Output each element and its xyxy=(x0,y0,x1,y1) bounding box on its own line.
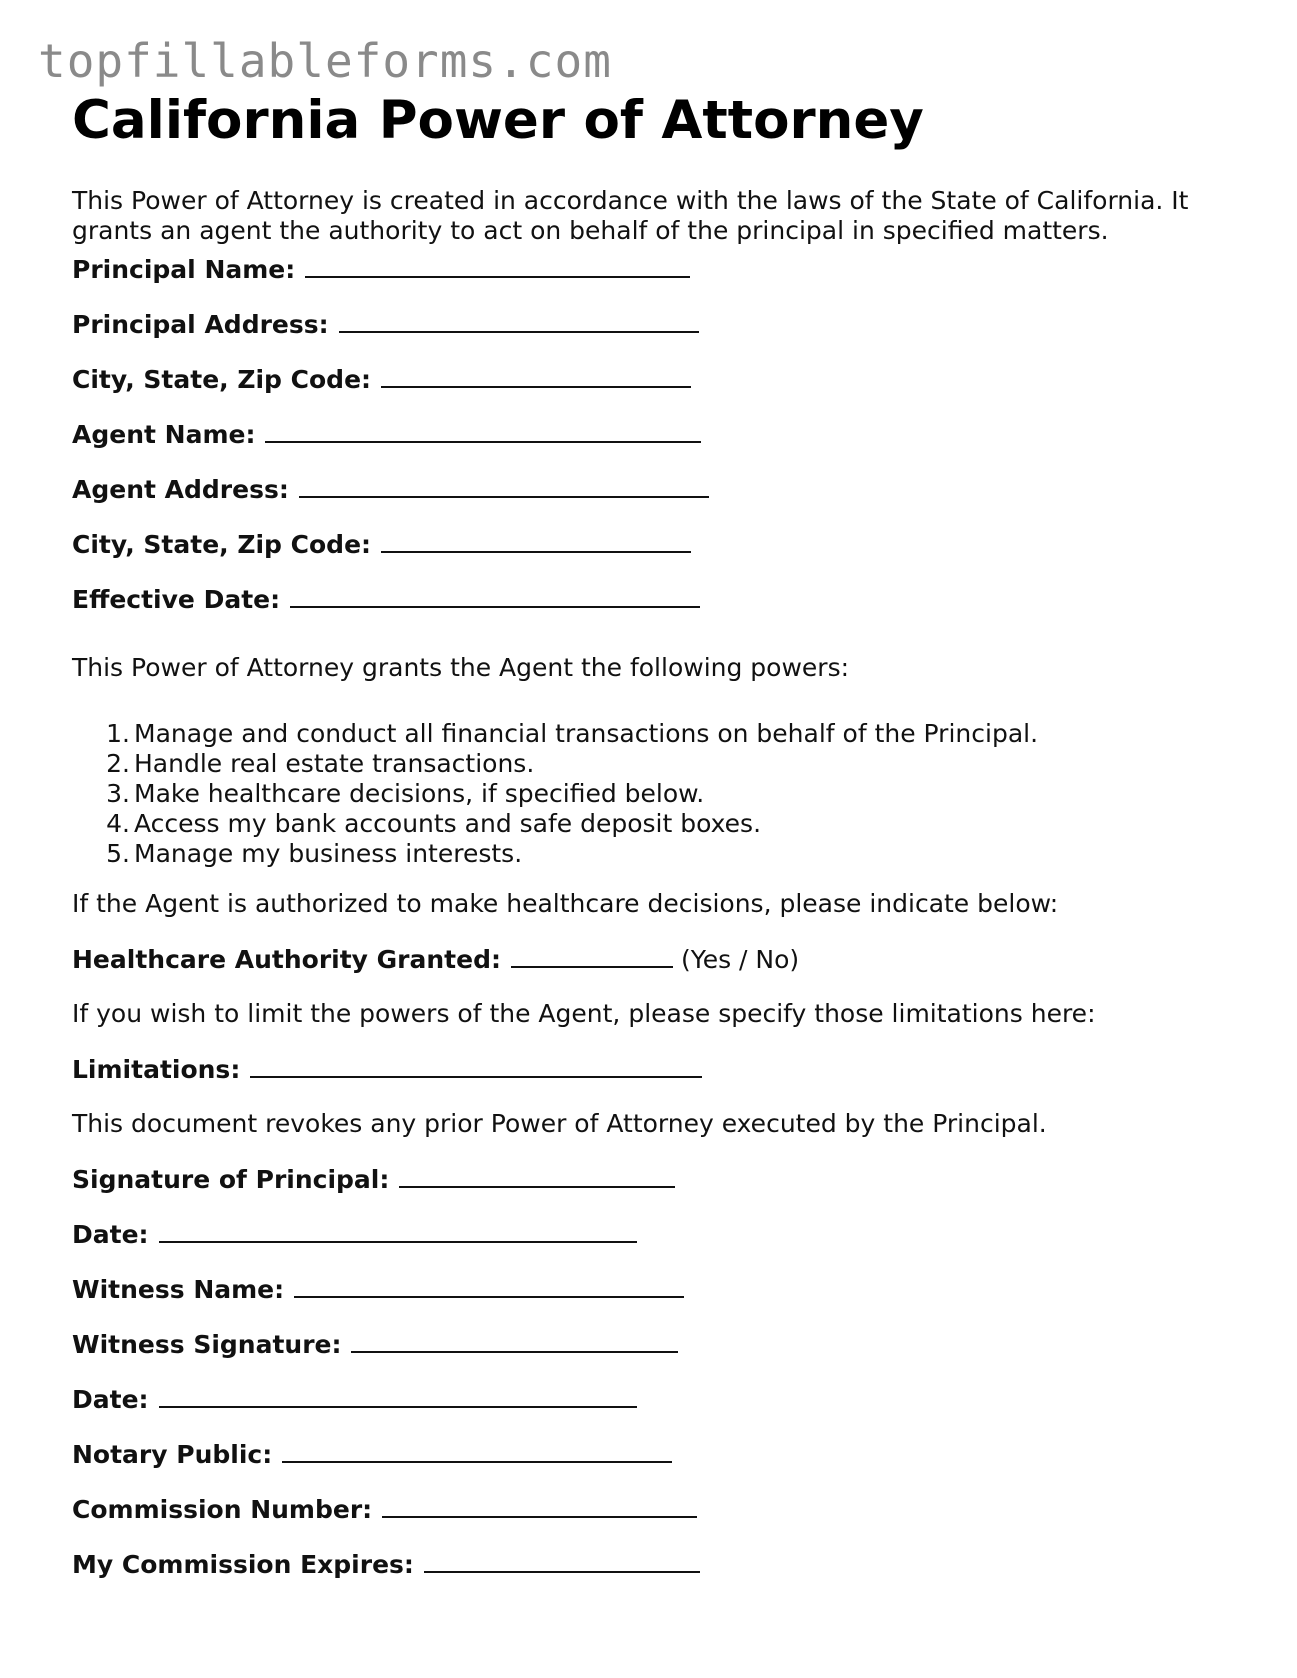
agent-address-label: Agent Address: xyxy=(72,475,289,504)
agent-city-input[interactable] xyxy=(381,529,691,553)
power-item xyxy=(72,839,1038,869)
principal-address-input[interactable] xyxy=(339,309,699,333)
commission-expires-input[interactable] xyxy=(424,1549,700,1573)
limitations-input[interactable] xyxy=(250,1054,702,1078)
power-number: 2. xyxy=(106,749,130,778)
power-number: 3. xyxy=(106,779,130,808)
principal-name-input[interactable] xyxy=(305,254,690,278)
witness-date-label: Date: xyxy=(72,1385,149,1414)
commission-number-input[interactable] xyxy=(382,1494,697,1518)
healthcare-authority-input[interactable] xyxy=(511,944,673,968)
power-item xyxy=(72,809,1038,839)
commission-expires-field xyxy=(72,1549,700,1580)
commission-number-label: Commission Number: xyxy=(72,1495,373,1524)
witness-name-label: Witness Name: xyxy=(72,1275,285,1304)
revocation-statement: This document revokes any prior Power of Attorney executed by the Principal. xyxy=(72,1109,1047,1138)
power-number: 5. xyxy=(106,839,130,868)
effective-date-input[interactable] xyxy=(290,584,700,608)
notary-public-label: Notary Public: xyxy=(72,1440,273,1469)
principal-signature-field xyxy=(72,1164,675,1195)
agent-name-label: Agent Name: xyxy=(72,420,256,449)
principal-name-label: Principal Name: xyxy=(72,255,296,284)
effective-date-field xyxy=(72,584,700,615)
commission-number-field xyxy=(72,1494,697,1525)
principal-city-field xyxy=(72,364,691,395)
principal-date-input[interactable] xyxy=(159,1219,637,1243)
principal-address-label: Principal Address: xyxy=(72,310,329,339)
limitations-intro: If you wish to limit the powers of the Agent, please specify those limitations here: xyxy=(72,999,1096,1028)
principal-signature-input[interactable] xyxy=(399,1164,675,1188)
witness-signature-label: Witness Signature: xyxy=(72,1330,342,1359)
principal-city-input[interactable] xyxy=(381,364,691,388)
power-item xyxy=(72,719,1038,749)
healthcare-authority-options: (Yes / No) xyxy=(680,945,800,974)
principal-address-field xyxy=(72,309,699,340)
page-title: California Power of Attorney xyxy=(72,90,924,151)
power-text: Handle real estate transactions. xyxy=(134,749,535,778)
limitations-label: Limitations: xyxy=(72,1055,241,1084)
power-text: Manage my business interests. xyxy=(134,839,523,868)
witness-date-field xyxy=(72,1384,637,1415)
power-number: 4. xyxy=(106,809,130,838)
notary-public-input[interactable] xyxy=(282,1439,672,1463)
power-text: Access my bank accounts and safe deposit boxes. xyxy=(134,809,762,838)
powers-intro: This Power of Attorney grants the Agent the following powers: xyxy=(72,653,850,682)
commission-expires-label: My Commission Expires: xyxy=(72,1550,414,1579)
principal-date-label: Date: xyxy=(72,1220,149,1249)
agent-address-field xyxy=(72,474,709,505)
witness-name-input[interactable] xyxy=(294,1274,684,1298)
healthcare-authority-label: Healthcare Authority Granted: xyxy=(72,945,501,974)
agent-city-label: City, State, Zip Code: xyxy=(72,530,372,559)
agent-name-input[interactable] xyxy=(265,419,701,443)
principal-city-label: City, State, Zip Code: xyxy=(72,365,372,394)
agent-name-field xyxy=(72,419,701,450)
witness-signature-input[interactable] xyxy=(351,1329,678,1353)
principal-signature-label: Signature of Principal: xyxy=(72,1165,390,1194)
agent-city-field xyxy=(72,529,691,560)
witness-signature-field xyxy=(72,1329,678,1360)
power-text: Make healthcare decisions, if specified below. xyxy=(134,779,705,808)
principal-name-field xyxy=(72,254,690,285)
power-item xyxy=(72,779,1038,809)
principal-date-field xyxy=(72,1219,637,1250)
power-number: 1. xyxy=(106,719,130,748)
limitations-field xyxy=(72,1054,702,1085)
power-item xyxy=(72,749,1038,779)
agent-address-input[interactable] xyxy=(299,474,709,498)
effective-date-label: Effective Date: xyxy=(72,585,281,614)
witness-date-input[interactable] xyxy=(159,1384,637,1408)
notary-public-field xyxy=(72,1439,672,1470)
witness-name-field xyxy=(72,1274,684,1305)
healthcare-intro: If the Agent is authorized to make healthcare decisions, please indicate below: xyxy=(72,889,1059,918)
power-text: Manage and conduct all financial transactions on behalf of the Principal. xyxy=(134,719,1039,748)
healthcare-authority-field xyxy=(72,944,799,975)
intro-paragraph: This Power of Attorney is created in accordance with the laws of the State of California. It grants an agent the authority to act on behalf of the principal in specified matters. xyxy=(72,186,1189,245)
powers-list xyxy=(72,719,1038,869)
watermark: topfillableforms.com xyxy=(38,34,612,88)
